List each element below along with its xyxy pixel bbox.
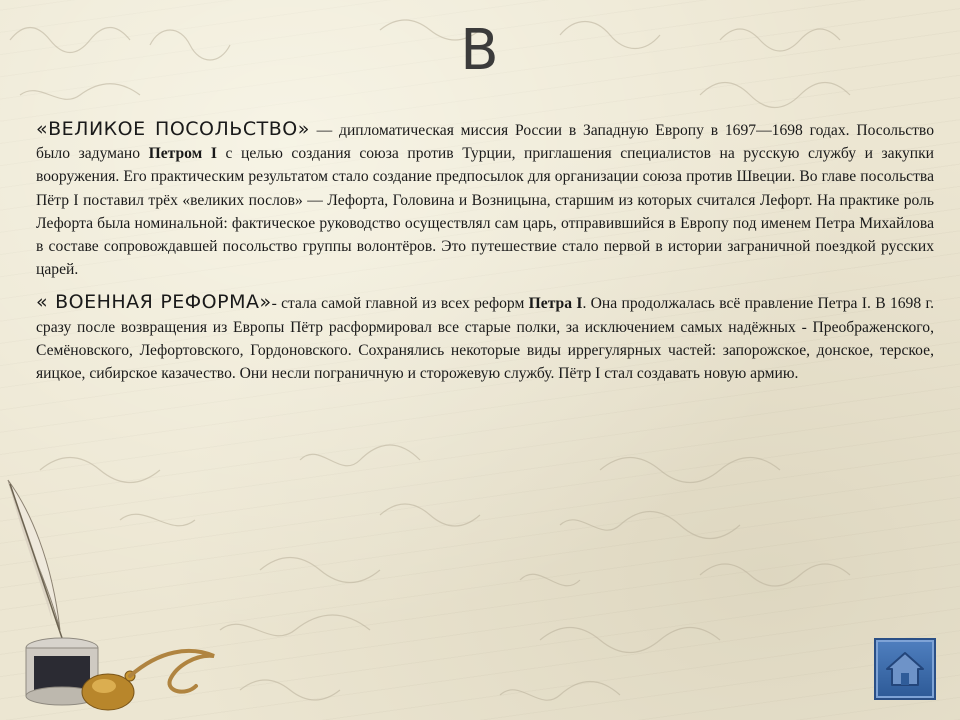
paragraph-lead: «ВЕЛИКОЕ ПОСОЛЬСТВО» (36, 118, 310, 140)
home-button[interactable] (874, 638, 936, 700)
paragraph-text: - стала самой главной из всех реформ (271, 295, 529, 313)
slide-title: В (460, 18, 500, 83)
paragraph-bold: Петром I (148, 145, 217, 163)
paragraph-military-reform (36, 291, 934, 385)
paragraph-text: с целью создания союза против Турции, приглашения специалистов на русскую службу и закупки вооружения. Его практическим результатом стало создание предпосылок для организации союза против Швеции. Во главе посольства Пётр I поставил трёх «великих послов» — Лефорта, Головина и Возницына, старшим из которых считался Лефорт. На практике роль Лефорта была номинальной: фактическое руководство осуществлял сам царь, отправившийся в Европу под именем Петра Михайлова в составе сопровождавшей посольство группы волонтёров. Это путешествие стало первой в истории заграничной поездкой русских царей. (36, 145, 935, 279)
paragraph-text: — дипломатическая миссия России в Западную Европу в 1697—1698 годах. Посольство было задумано (36, 122, 934, 163)
paragraph-bold: Петра I (528, 295, 583, 313)
paragraph-text: . Она продолжалась всё правление Петра I. В 1698 г. сразу после возвращения из Европы Пётр расформировал все старые полки, за исключением самых надёжных - Преображенского, Семёновского, Лефортовского, Гордоновского. Сохранялись некоторые виды иррегулярных частей: запорожское, донское, терское, яицкое, сибирское казачество. Они несли пограничную и сторожевую службу. Пётр I стал создавать новую армию. (36, 295, 934, 383)
paragraph-lead: « ВОЕННАЯ РЕФОРМА» (36, 291, 272, 314)
quill-inkwell-icon (0, 470, 220, 720)
paragraph-grand-embassy (36, 118, 934, 281)
slide-body (36, 118, 934, 395)
home-icon (883, 649, 927, 689)
